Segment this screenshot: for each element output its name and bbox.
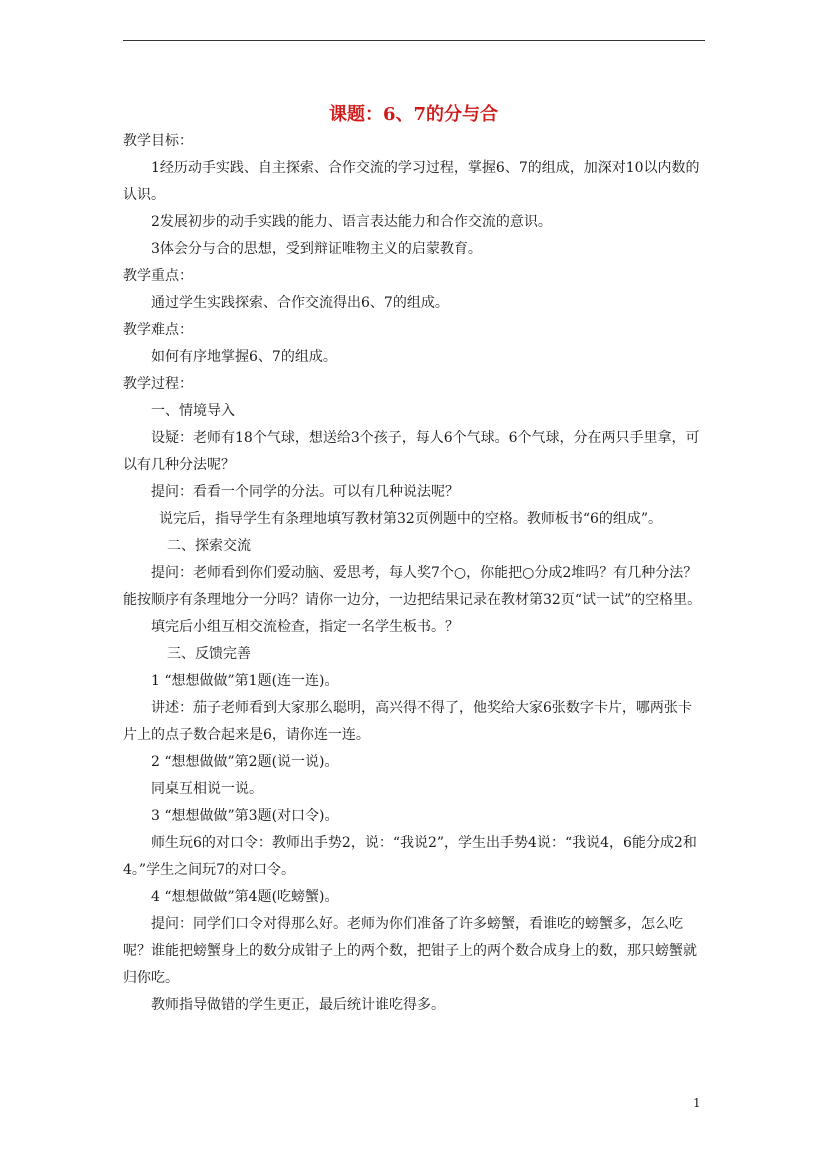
section-heading-objectives: 教学目标：	[123, 133, 193, 149]
exercise-item: 2 “想想做做”第2题(说一说)。	[151, 754, 339, 770]
section-heading-key-points: 教学重点：	[123, 268, 193, 284]
paragraph: 师生玩6的对口令：教师出手势2，说：“我说2”，学生出手势4说：“我说4，6能分成2和4。”学生之间玩7的对口令。	[123, 835, 697, 878]
paragraph: 1经历动手实践、自主探索、合作交流的学习过程，掌握6、7的组成，加深对10以内数的认识。	[123, 160, 700, 203]
paragraph: 3体会分与合的思想，受到辩证唯物主义的启蒙教育。	[151, 241, 482, 257]
paragraph: 填完后小组互相交流检查，指定一名学生板书。？	[151, 619, 459, 635]
paragraph: 2发展初步的动手实践的能力、语言表达能力和合作交流的意识。	[151, 214, 552, 230]
paragraph: 教师指导做错的学生更正，最后统计谁吃得多。	[151, 997, 445, 1013]
paragraph: 通过学生实践探索、合作交流得出6、7的组成。	[151, 295, 449, 311]
header-rule	[123, 40, 705, 41]
paragraph: 如何有序地掌握6、7的组成。	[151, 349, 337, 365]
paragraph: 同桌互相说一说。	[151, 781, 263, 797]
subheading-intro: 一、情境导入	[151, 403, 235, 419]
document-body	[123, 128, 705, 1019]
section-heading-process: 教学过程：	[123, 376, 193, 392]
page-number: 1	[693, 1096, 701, 1110]
paragraph: 设疑：老师有18个气球，想送给3个孩子，每人6个气球。6个气球，分在两只手里拿，可以有几种分法呢？	[123, 430, 700, 473]
exercise-item: 4 “想想做做”第4题(吃螃蟹)。	[151, 889, 339, 905]
exercise-item: 3 “想想做做”第3题(对口令)。	[151, 808, 339, 824]
paragraph: 提问：同学们口令对得那么好。老师为你们准备了许多螃蟹，看谁吃的螃蟹多，怎么吃呢？谁能把螃蟹身上的数分成钳子上的两个数，把钳子上的两个数合成身上的数，那只螃蟹就归你吃。	[123, 916, 697, 986]
paragraph: 说完后，指导学生有条理地填写教材第32页例题中的空格。教师板书“6的组成”。	[159, 511, 663, 527]
document-title: 课题：6、7的分与合	[328, 104, 499, 125]
exercise-item: 1 “想想做做”第1题(连一连)。	[151, 673, 339, 689]
section-heading-difficulties: 教学难点：	[123, 322, 193, 338]
paragraph: 讲述：茄子老师看到大家那么聪明，高兴得不得了，他奖给大家6张数字卡片，哪两张卡片上的点子数合起来是6，请你连一连。	[123, 700, 692, 743]
subheading-explore: 二、探索交流	[167, 538, 251, 554]
paragraph: 提问：看看一个同学的分法。可以有几种说法呢？	[151, 484, 459, 500]
paragraph: 提问：老师看到你们爱动脑、爱思考，每人奖7个○，你能把○分成2堆吗？有几种分法？能按顺序有条理地分一分吗？请你一边分，一边把结果记录在教材第32页“试一试”的空格里。	[123, 565, 702, 608]
subheading-feedback: 三、反馈完善	[167, 646, 251, 662]
